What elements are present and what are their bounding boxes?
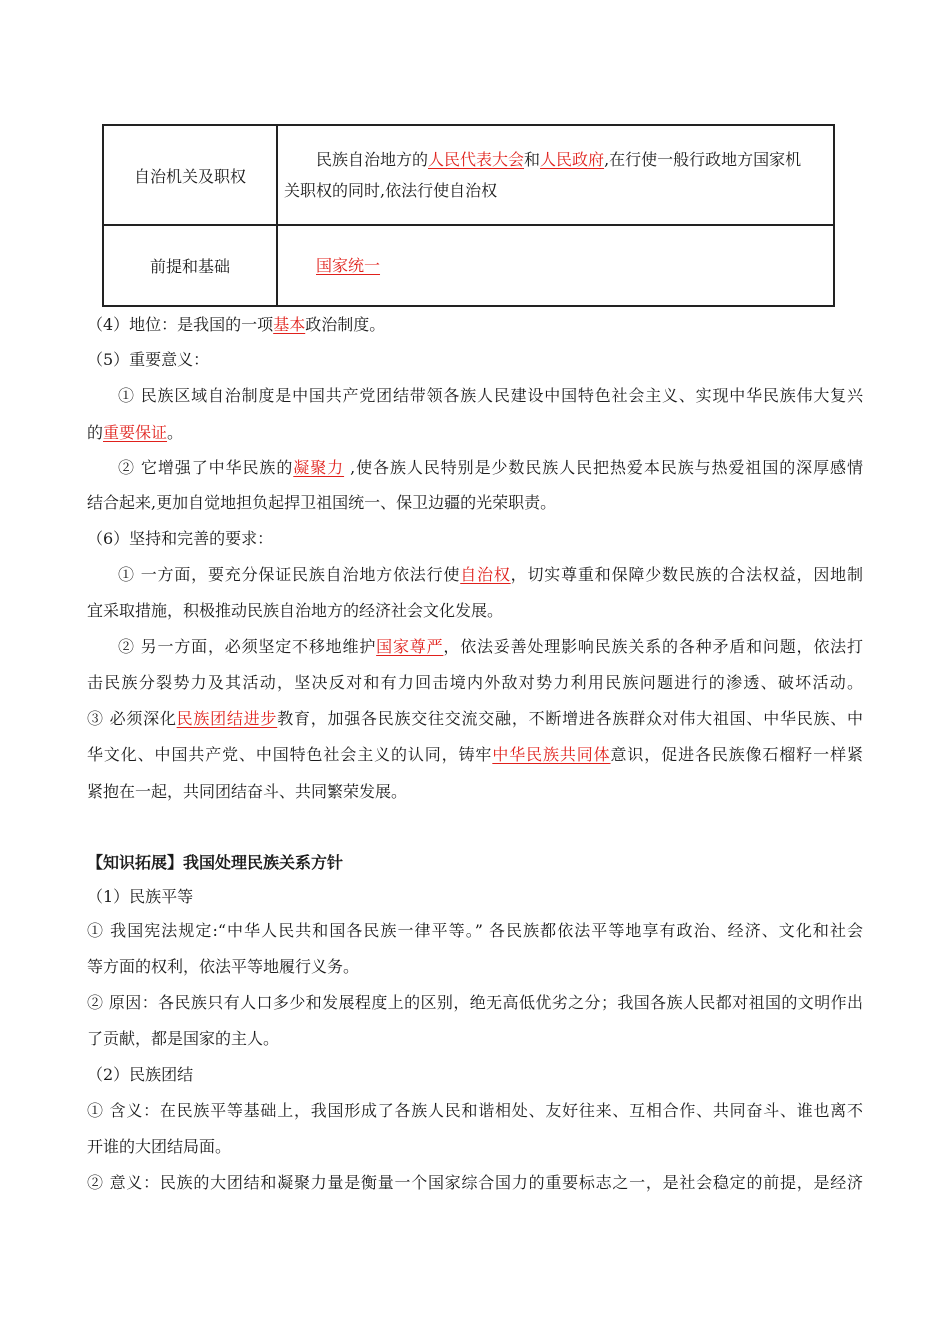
text-segment: 民族自治地方的	[316, 150, 429, 169]
table-content-cell	[277, 125, 834, 225]
text-segment: 政治制度。	[305, 315, 386, 334]
text-segment: ，依法妥善处理影响民族关系的各种矛盾和问题，依法打	[443, 637, 863, 656]
red-keyword: 中华民族共同体	[492, 745, 611, 764]
paragraph-line	[87, 744, 863, 766]
autonomy-table	[102, 124, 835, 307]
red-keyword: 人民政府	[540, 150, 605, 169]
text-segment: 意识，促进各民族像石榴籽一样紧	[610, 745, 863, 764]
paragraph-line	[87, 708, 863, 730]
red-keyword: 凝聚力	[293, 458, 345, 477]
paragraph-line: ① 含义：在民族平等基础上，我国形成了各族人民和谐相处、友好往来、互相合作、共同奋斗、谁也离不	[87, 1101, 863, 1120]
paragraph-line: 结合起来,更加自觉地担负起捍卫祖国统一、保卫边疆的光荣职责。	[87, 493, 557, 512]
table-row	[103, 125, 834, 225]
paragraph-line	[87, 422, 863, 444]
table-text-line: 关职权的同时,依法行使自治权	[284, 181, 498, 200]
paragraph-line: ② 原因：各民族只有人口多少和发展程度上的区别，绝无高低优劣之分；我国各族人民都对祖国的文明作出	[87, 993, 863, 1012]
table-content-cell	[277, 225, 834, 306]
paragraph-line: ① 我国宪法规定:“中华人民共和国各民族一律平等。” 各民族都依法平等地享有政治、经济、文化和社会	[87, 921, 863, 940]
section-heading: （2）民族团结	[87, 1065, 194, 1084]
red-keyword: 民族团结进步	[176, 709, 278, 728]
text-segment: 。	[167, 423, 184, 442]
text-segment: ① 一方面，要充分保证民族自治地方依法行使	[118, 565, 461, 584]
status-paragraph	[87, 314, 863, 336]
text-segment: ② 它增强了中华民族的	[118, 458, 294, 477]
text-segment: ③ 必须深化	[87, 709, 177, 728]
paragraph-line: ② 意义：民族的大团结和凝聚力量是衡量一个国家综合国力的重要标志之一，是社会稳定的前提，是经济	[87, 1173, 863, 1192]
red-keyword: 国家尊严	[376, 637, 444, 656]
paragraph-line: 紧抱在一起，共同团结奋斗、共同繁荣发展。	[87, 782, 408, 801]
text-segment: ② 另一方面，必须坚定不移地维护	[118, 637, 377, 656]
section-heading: （1）民族平等	[87, 887, 194, 906]
text-segment: 华文化、中国共产党、中国特色社会主义的认同，铸牢	[87, 745, 493, 764]
text-segment: （4）地位：是我国的一项	[87, 315, 274, 334]
table-text-line	[284, 250, 825, 281]
paragraph-line	[118, 636, 863, 658]
paragraph-line	[118, 564, 863, 586]
text-segment: ，切实尊重和保障少数民族的合法权益，因地制	[510, 565, 863, 584]
red-keyword: 国家统一	[316, 256, 381, 275]
paragraph-line: ① 民族区域自治制度是中国共产党团结带领各族人民建设中国特色社会主义、实现中华民族伟大复兴	[118, 386, 863, 405]
red-keyword: 基本	[273, 315, 306, 334]
text-segment: 的	[87, 423, 104, 442]
table-text-line	[284, 144, 825, 175]
text-segment: 教育，加强各民族交往交流交融，不断增进各族群众对伟大祖国、中华民族、中	[277, 709, 863, 728]
paragraph-line	[118, 457, 863, 479]
paragraph-line: 击民族分裂势力及其活动，坚决反对和有力回击境内外敌对势力利用民族问题进行的渗透、破坏活动。	[87, 673, 863, 692]
text-segment: ,在行使一般行政地方国家机	[604, 150, 802, 169]
paragraph-line: 开谁的大团结局面。	[87, 1137, 232, 1156]
section-heading: （5）重要意义：	[87, 350, 210, 369]
table-label-cell: 自治机关及职权	[103, 125, 277, 225]
paragraph-line: 了贡献，都是国家的主人。	[87, 1029, 280, 1048]
red-keyword: 人民代表大会	[428, 150, 525, 169]
paragraph-line: 宜采取措施，积极推动民族自治地方的经济社会文化发展。	[87, 601, 504, 620]
text-segment: ,使各族人民特别是少数民族人民把热爱本民族与热爱祖国的深厚感情	[344, 458, 863, 477]
table-row	[103, 225, 834, 306]
section-heading: （6）坚持和完善的要求：	[87, 529, 274, 548]
paragraph-line: 等方面的权利，依法平等地履行义务。	[87, 957, 360, 976]
knowledge-extension-title: 【知识拓展】我国处理民族关系方针	[87, 853, 344, 872]
red-keyword: 重要保证	[103, 423, 168, 442]
red-keyword: 自治权	[460, 565, 511, 584]
table-label-cell: 前提和基础	[103, 225, 277, 306]
text-segment: 和	[524, 150, 541, 169]
